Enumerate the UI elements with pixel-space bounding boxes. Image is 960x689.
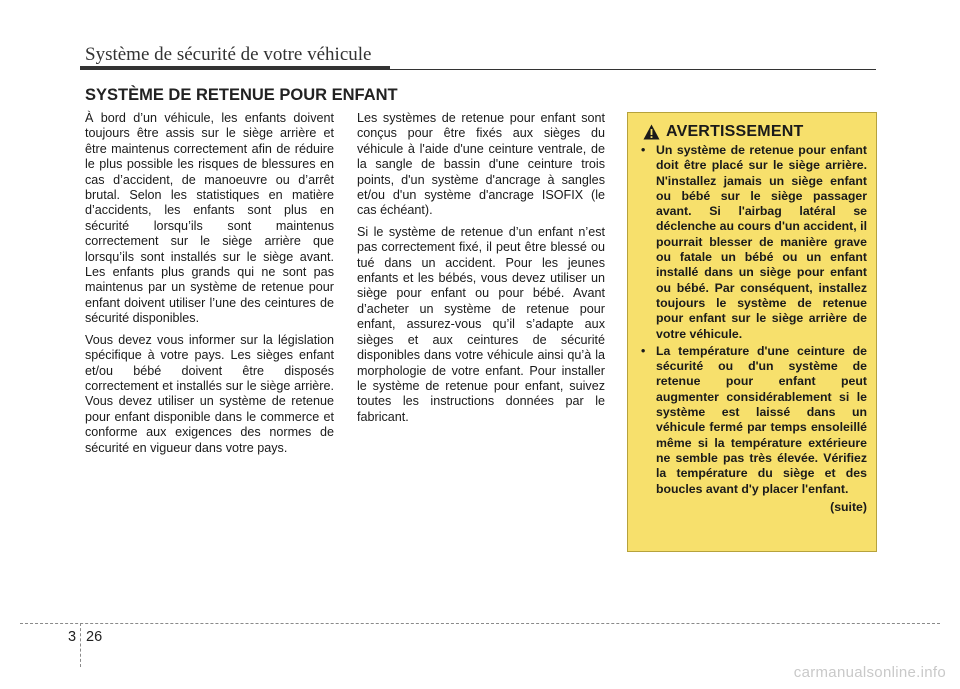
section-title: SYSTÈME DE RETENUE POUR ENFANT	[85, 86, 398, 104]
watermark: carmanualsonline.info	[793, 664, 946, 681]
header-rule	[80, 66, 390, 70]
warning-item-text: Un système de retenue pour enfant doit être placé sur le siège arrière. N'installez jamais un siège enfant ou bébé sur le siège passager avant. Si l'airbag latéral se déclenche au cours d'un accident, il pourrait blesser de manière grave ou fatale un bébé ou un enfant installé dans un siège pour enfant ou bébé. Par conséquent, installez toujours le système de retenue pour enfant sur le siège arrière de votre véhicule.	[656, 143, 867, 341]
continued-label: (suite)	[830, 499, 867, 514]
header-title: Système de sécurité de votre véhicule	[85, 44, 372, 65]
column-left	[85, 111, 334, 462]
page-number: 26	[86, 629, 103, 645]
header-rule-thin	[388, 69, 876, 70]
warning-item	[637, 344, 867, 497]
footer-rule	[20, 623, 940, 624]
warning-title: AVERTISSEMENT	[666, 123, 804, 140]
paragraph: Si le système de retenue d’un enfant n’est pas correctement fixé, il peut être blessé ou tué dans un accident. Pour les jeunes enfants et les bébés, vous devez utiliser un siège pour enfant ou pour bébé. Avant d’acheter un système de retenue pour enfant, assurez-vous qu’il s’adapte aux sièges et aux ceintures de sécurité disponibles dans votre véhicule ainsi qu’à la morphologie de votre enfant. Pour installer le système de retenue pour enfant, suivez toutes les instructions données par le fabricant.	[357, 224, 605, 424]
paragraph: À bord d’un véhicule, les enfants doivent toujours être assis sur le siège arrière et être maintenus correctement afin de réduire le plus possible les risques de blessures en cas d’accident, de manoeuvre ou d’arrêt brutal. Selon les statistiques en matière d’accidents, les enfants sont plus en sécurité lorsqu’ils sont maintenus correctement sur le siège arrière que lorsqu’ils sont installés sur le siège avant. Les enfants plus grands qui ne sont pas maintenus par un système de retenue pour enfant doivent utiliser l’une des ceintures de sécurité disponibles.	[85, 111, 334, 326]
warning-list	[637, 143, 867, 497]
paragraph: Les systèmes de retenue pour enfant sont conçus pour être fixés aux sièges du véhicule à l'aide d'une ceinture ventrale, de la sangle de bassin d'une ceinture trois points, d'un système d'ancrage à sangles et/ou d'un système d'ancrage ISOFIX (le cas échéant).	[357, 111, 605, 218]
bullet: •	[641, 143, 646, 157]
warning-box	[627, 112, 877, 552]
warning-header	[643, 123, 867, 141]
chapter-number: 3	[68, 629, 77, 645]
footer-divider	[80, 623, 81, 667]
paragraph: Vous devez vous informer sur la législation spécifique à votre pays. Les sièges enfant et/ou bébé doivent être disposés correctement et installés sur le siège arrière. Vous devez utiliser un système de retenue pour enfant disponible dans le commerce et conforme aux exigences des normes de sécurité en vigueur dans votre pays.	[85, 332, 334, 455]
warning-triangle-icon	[643, 124, 660, 140]
warning-item	[637, 143, 867, 342]
column-middle	[357, 111, 605, 431]
warning-item-text: La température d'une ceinture de sécurité ou d'un système de retenue pour enfant peut augmenter considérablement si le système est laissé dans un véhicule fermé par temps ensoleillé même si la température extérieure ne semble pas très élevée. Vérifiez la température du siège et des boucles avant d'y placer l'enfant.	[656, 343, 867, 496]
bullet: •	[641, 343, 646, 358]
